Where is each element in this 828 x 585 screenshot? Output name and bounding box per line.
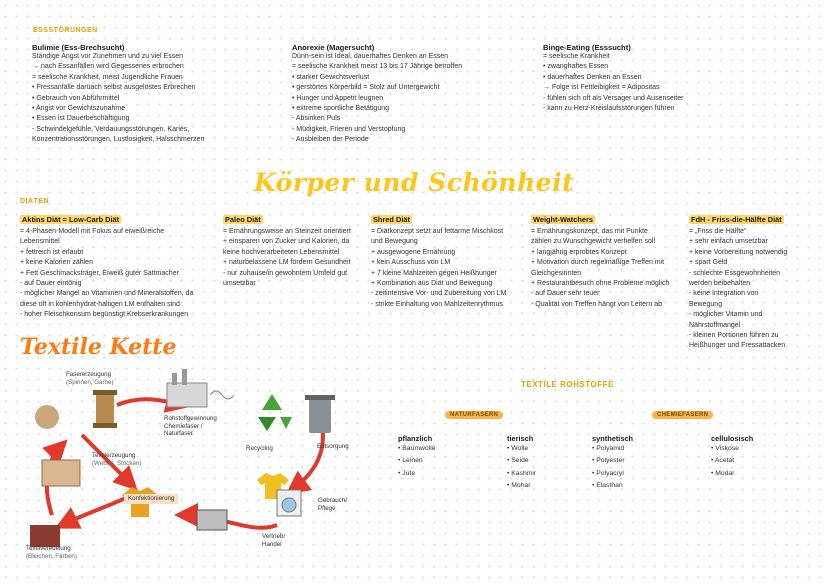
text-line: - schlechte Essgewohnheiten — [689, 269, 781, 277]
text-line: • zwanghaftes Essen — [543, 63, 609, 71]
naturfasern-tag: NATURFASERN — [445, 411, 503, 419]
text-line: + langjährig erprobtes Konzept — [531, 248, 627, 256]
text-line: + fettreich ist erlaubt — [20, 248, 84, 256]
fdh-title: FdH - Friss-die-Hälfte Diät — [691, 215, 782, 224]
atkins-title: Aktins Diät = Low-Carb Diät — [22, 215, 120, 224]
cycle-arrow-3 — [182, 515, 277, 528]
list-item: • Polyester — [592, 457, 625, 465]
washing-machine-icon — [277, 490, 301, 516]
text-line: + keine Vorbereitung notwendig — [689, 248, 788, 256]
recycling-label: Recycling — [246, 445, 273, 452]
text-line: - nur zuhause/in gewohntem Umfeld gut — [223, 269, 348, 277]
text-line: Dünn-sein ist Ideal, dauerhaftes Denken an Essen — [292, 53, 449, 60]
anorexie-column — [292, 43, 462, 146]
text-line: - fühlen sich oft als Versager und Ausenseiter — [543, 94, 684, 102]
text-line: - möglicher Mangel an Vitaminen und Mineralstoffen, da — [20, 290, 194, 298]
atkins-column — [20, 209, 193, 321]
text-line: und Bewegung — [371, 238, 418, 246]
list-item: • Wolle — [507, 445, 529, 452]
trash-bin-icon — [305, 395, 335, 433]
text-line: - Qualität von Treffen hängt von Leitern ab — [531, 300, 663, 308]
shred-column — [371, 209, 506, 310]
weightwatchers-lines — [531, 227, 669, 310]
text-line: • dauerhaftes Denken an Essen — [543, 73, 642, 81]
sheep-icon — [210, 391, 234, 399]
rohstoff-label: Rohstoffgewinnung Chemiefaser / Naturfaser — [164, 415, 217, 438]
textilerzeugung-label: Textilerzeugung (Weben, Stricken) — [92, 452, 142, 467]
text-line: - möglicher Vitamin und — [689, 311, 763, 319]
text-line: = Ernährungskonzept, das mit Punkte — [531, 228, 648, 235]
fabric-icon — [42, 460, 80, 486]
text-line: + Motivation durch regelmäßige Treffen mit — [531, 259, 665, 267]
text-line: - auf Dauer eintönig — [20, 280, 82, 288]
fdh-lines — [689, 227, 787, 352]
text-line: = Diätkonzept setzt auf fettarme Mischkost — [371, 228, 504, 235]
text-line: • Gebrauch von Abführmittel — [32, 94, 120, 102]
weightwatchers-column — [531, 209, 669, 310]
group-title: tierisch — [507, 434, 534, 443]
paleo-title: Paleo Diät — [225, 215, 261, 224]
binge-column — [543, 43, 683, 114]
group-title: pflanzlich — [398, 434, 433, 443]
list-item: • Acetat — [711, 457, 735, 465]
text-line: - keine Integration von — [689, 290, 759, 298]
text-line: keine hochverarbeiteten Lebensmittel — [223, 248, 340, 256]
list-item: • Mohar — [507, 482, 531, 490]
spool-icon — [93, 390, 117, 428]
text-line: umsetzbar — [223, 280, 256, 288]
group-title: synthetisch — [592, 434, 634, 443]
shred-title: Shred Diät — [373, 215, 410, 224]
text-line: - Müdigkeit, Frieren und Verstopfung — [292, 125, 406, 133]
essstoerungen-heading: ESSSTÖRUNGEN — [33, 27, 98, 34]
text-line: + Fett Geschmacksträger, Eiweiß guter Sattmacher — [20, 269, 179, 277]
koerper-title: Körper und Schönheit — [253, 168, 575, 197]
paleo-column — [223, 209, 351, 289]
text-line: Nährstoffmangel — [689, 321, 741, 329]
text-line: • starker Gewichtsverlust — [292, 73, 370, 81]
group-items — [507, 443, 536, 493]
veredelung-label: Textilveredelung (Bleichen, Färben) — [26, 545, 77, 560]
entsorgung-label: Entsorgung — [317, 443, 349, 450]
text-line: • Angst vor Gewichtszunahme — [32, 105, 126, 113]
binge-lines — [543, 52, 683, 114]
group-cellulosisch — [711, 434, 753, 480]
text-line: - kleinen Portionen führen zu — [689, 332, 779, 340]
textile-rohstoffe-heading: TEXTILE ROHSTOFFE — [521, 380, 614, 389]
group-items — [711, 443, 753, 480]
text-line: = seelische Krankheit, meist Jugendliche Frauen — [32, 73, 183, 81]
text-line: Konzentrationsstörungen, Lustlosigkeit, Halsschmerzen — [32, 136, 205, 144]
text-line: + sehr einfach umsetzbar — [689, 238, 768, 246]
vertrieb-label: Vertrieb/ Handel — [262, 533, 286, 548]
paleo-lines — [223, 227, 351, 289]
bulimie-lines — [32, 52, 204, 146]
text-line: Gleichgesinnten — [531, 269, 582, 277]
anorexie-title: Anorexie (Magersucht) — [292, 43, 375, 52]
konfektionierung-label: Konfektionierung — [124, 494, 178, 504]
list-item: • Polyacryl — [592, 469, 624, 477]
text-line: Bewegung — [689, 300, 723, 308]
text-line: = Ernährungsweise an Steinzeit orientiert — [223, 228, 351, 235]
textile-kette-illustration — [22, 365, 352, 561]
text-line: + 7 kleine Mahlzeiten gegen Heißhunger — [371, 269, 497, 277]
cycle-arrow-4 — [62, 495, 132, 525]
text-line: + Restaurantbesuch ohne Probleme möglich — [531, 280, 670, 288]
diaeten-heading: DIÄTEN — [20, 198, 50, 205]
text-line: Lebensmittel — [20, 238, 60, 246]
text-line: = seelische Krankheit meist 13 bis 17 Jährige betroffen — [292, 63, 463, 71]
list-item: • Jute — [398, 469, 416, 477]
list-item: • Modal — [711, 469, 734, 477]
atkins-lines — [20, 227, 193, 321]
text-line: Heißhunger und Fressattacken — [689, 342, 786, 350]
yarn-ball-icon — [35, 405, 59, 429]
text-line: = seelische Krankheit — [543, 53, 610, 60]
bulimie-title: Bulimie (Ess-Brechsucht) — [32, 43, 125, 52]
chemiefasern-tag: CHEMIEFASERN — [652, 411, 713, 419]
list-item: • Polyamid — [592, 445, 625, 452]
bulimie-column — [32, 43, 204, 146]
text-line: → Folge ist Fettleibigkeit = Adipositas — [543, 84, 660, 92]
textile-kette-title: Textile Kette — [20, 334, 177, 360]
text-line: • Fressanfälle darüach selbst ausgelöstes Erbrechen — [32, 84, 196, 92]
text-line: - Schwindelgefühle, Verdauungsstörungen, Karies, — [32, 125, 190, 133]
list-item: • Elasthan — [592, 482, 623, 490]
text-line: zählen zu Wunschgewicht verhelfen soll — [531, 238, 655, 246]
text-line: + ausgewogene Ernährung — [371, 248, 456, 256]
text-line: • Hunger und Appetit leugnen — [292, 94, 384, 102]
text-line: - kann zu Herz-Kreislaufsstörungen führen — [543, 105, 675, 113]
cash-register-icon — [197, 510, 227, 530]
text-line: = „Friss die Hälfte“ — [689, 228, 747, 235]
fasererzeugung-label: Fasererzeugung (Spinnen, Garne) — [66, 371, 114, 386]
text-line: - strikte Einhaltung von Mahlzeitenrythmus — [371, 300, 503, 308]
anorexie-lines — [292, 52, 462, 146]
fabric-roll-icon — [30, 525, 60, 547]
text-line: diese oft in kohlenhydrat-haltigen LM enthalten sind — [20, 300, 180, 308]
factory-icon — [167, 369, 234, 407]
text-line: - zeitintensive Vor- und Zubereitung von LM — [371, 290, 507, 298]
text-line: → nach Essanfällen wird Gegessenes erbrochen — [32, 63, 184, 71]
shred-lines — [371, 227, 506, 310]
group-title: cellulosisch — [711, 434, 754, 443]
group-items — [592, 443, 633, 493]
text-line: Ständige Angst vor Zunehmen und zu viel Essen — [32, 53, 183, 60]
text-line: werden beibehalten — [689, 280, 751, 288]
list-item: • Seide — [507, 457, 529, 465]
group-pflanzlich — [398, 434, 436, 480]
recycling-icon — [258, 394, 292, 431]
text-line: - Absinken Puls — [292, 115, 341, 123]
text-line: + naturbelassene LM fördern Gesundheit — [223, 259, 351, 267]
group-items — [398, 443, 436, 480]
list-item: • Leinen — [398, 457, 423, 465]
binge-title: Binge-Eating (Esssucht) — [543, 43, 631, 52]
list-item: • Baumwolle — [398, 445, 436, 452]
fdh-column — [689, 209, 787, 352]
group-synthetisch — [592, 434, 633, 493]
group-tierisch — [507, 434, 536, 493]
text-line: - Ausbleiben der Periode — [292, 136, 369, 144]
text-line: - hoher Fleischkonsum begünstigt Krebserkrankungen — [20, 311, 189, 319]
gebrauch-label: Gebrauch/ Pflege — [318, 497, 347, 512]
list-item: • Viskose — [711, 445, 739, 452]
weightwatchers-title: Weight-Watchers — [533, 215, 593, 224]
text-line: + spart Geld — [689, 259, 728, 267]
textile-kette-diagram — [22, 365, 352, 561]
text-line: + keine Kalorien zählen — [20, 259, 93, 267]
text-line: + kein Ausschuss von LM — [371, 259, 451, 267]
text-line: - auf Dauer sehr teuer — [531, 290, 600, 298]
text-line: + einsparen von Zucker und Kalorien, da — [223, 238, 350, 246]
list-item: • Kashmir — [507, 469, 537, 477]
text-line: • extreme sportliche Betätigung — [292, 105, 390, 113]
text-line: + Kombination aus Diät und Bewegung — [371, 280, 493, 288]
text-line: = 4-Phasen-Modell mit Fokus auf eiweißreiche — [20, 228, 165, 235]
text-line: • gerstörtes Körperbild = Stolz auf Untergewicht — [292, 84, 440, 92]
cycle-arrow-2 — [292, 425, 323, 490]
text-line: • Essen ist Dauerbeschäftigung — [32, 115, 130, 123]
